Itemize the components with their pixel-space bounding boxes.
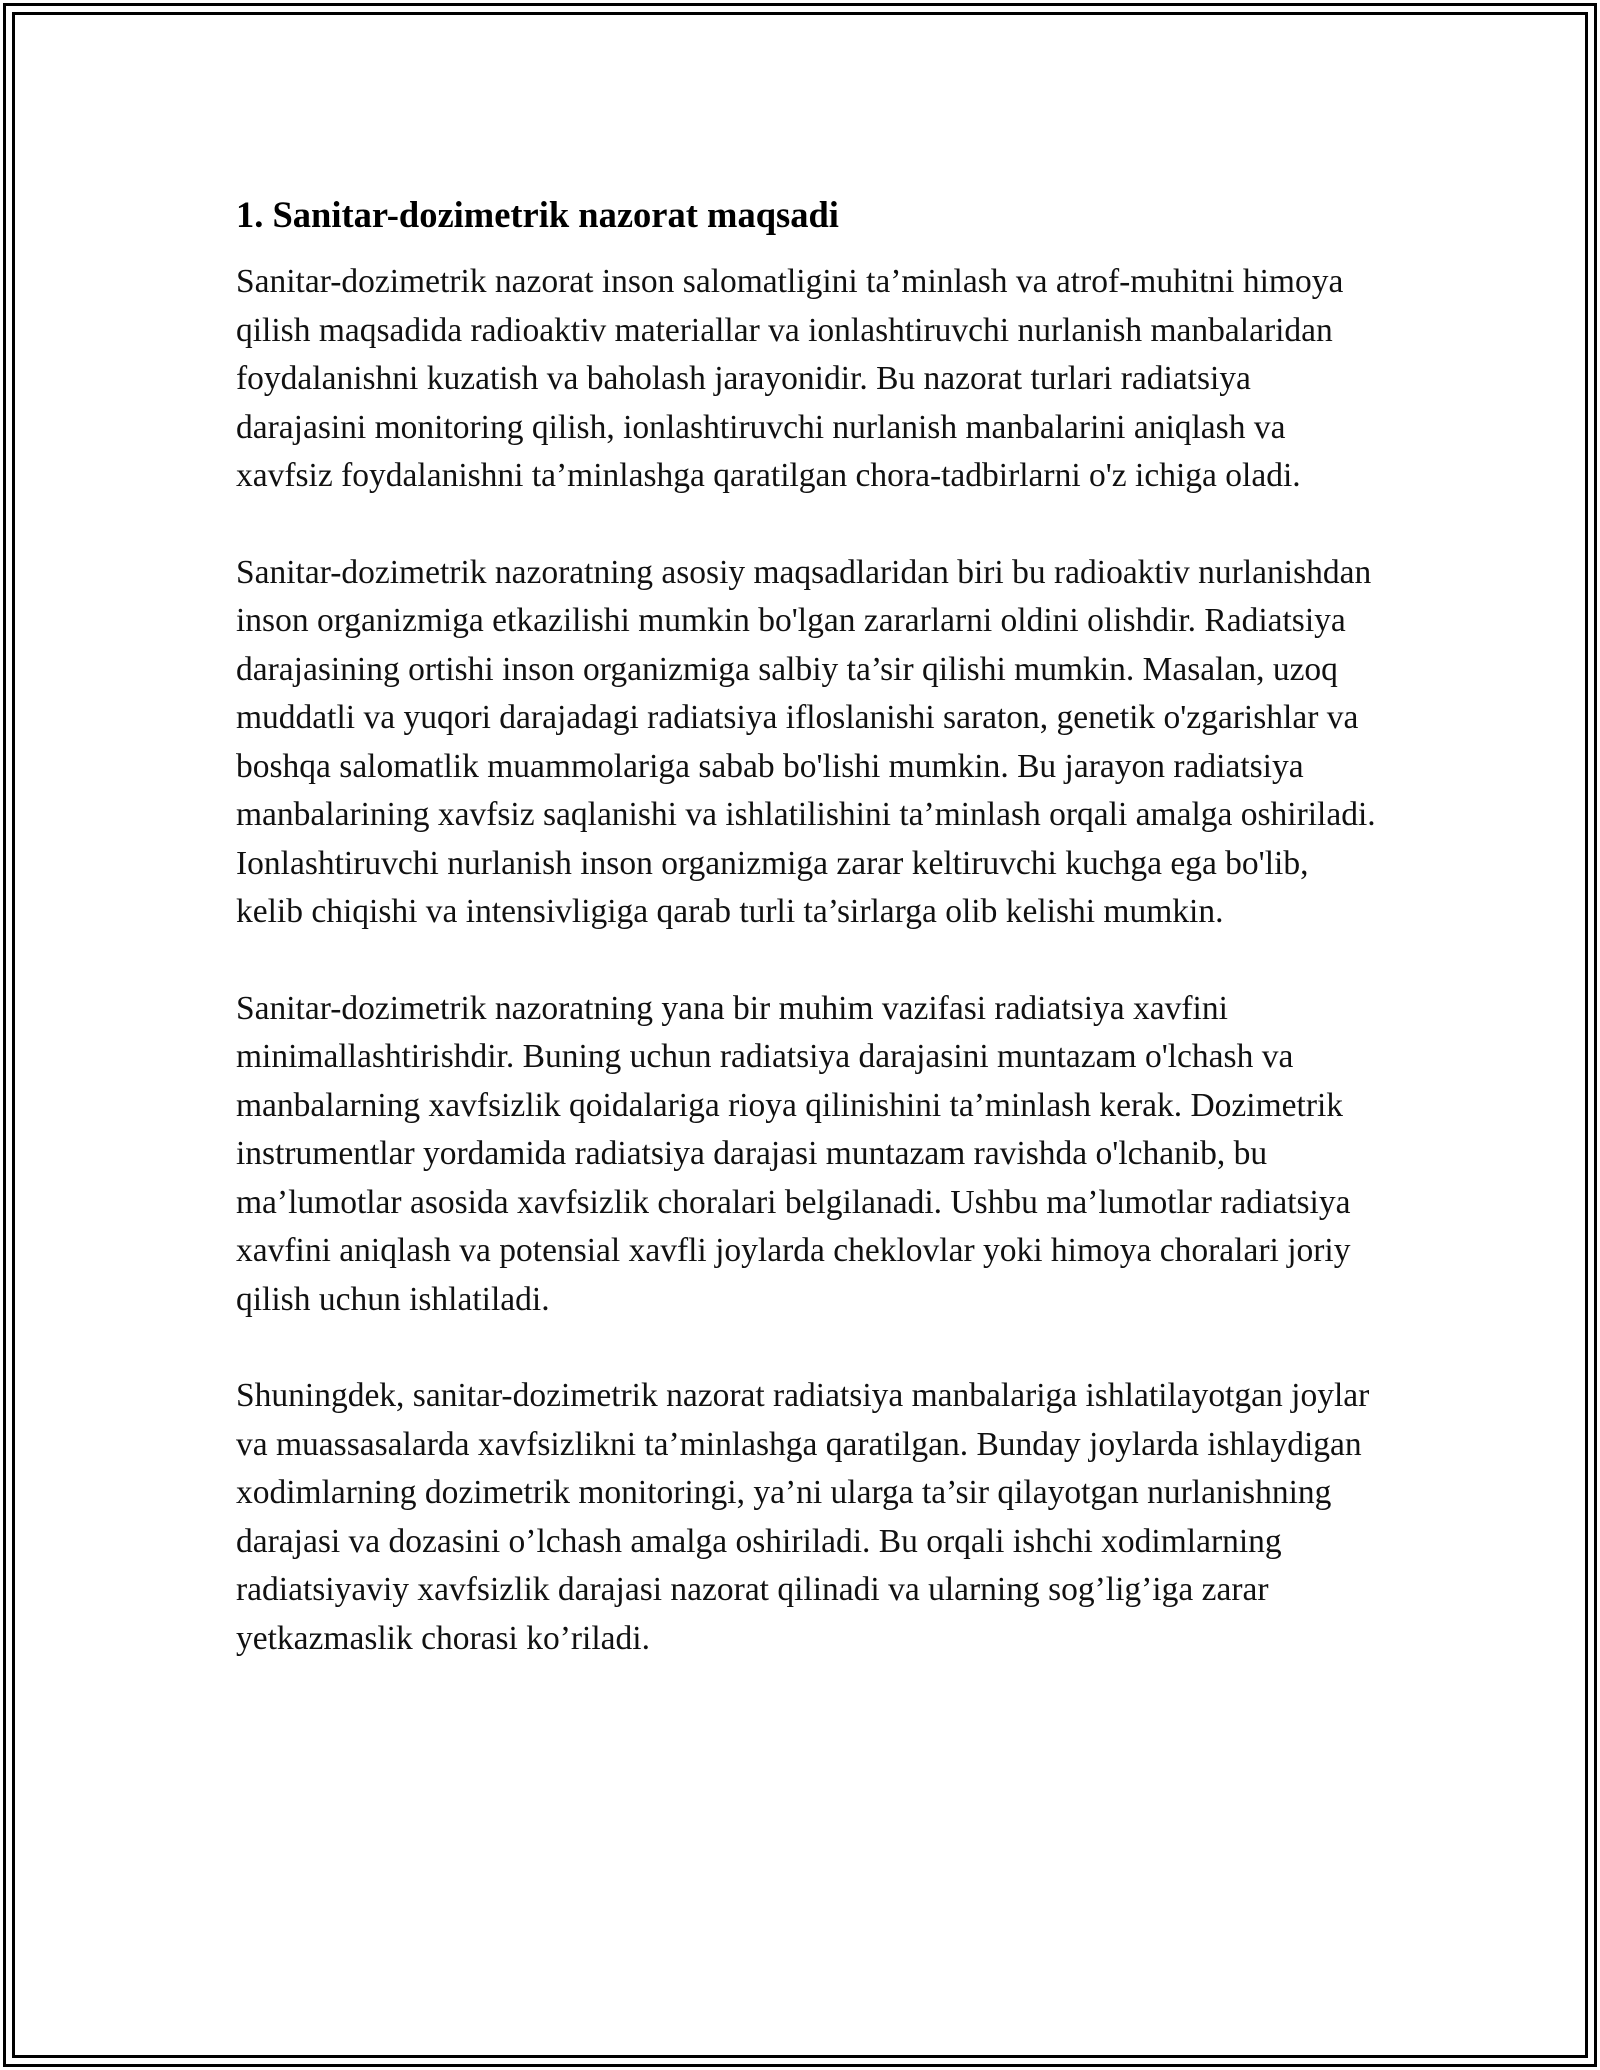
paragraph-purpose-definition: Sanitar-dozimetrik nazorat inson salomatligini ta’minlash va atrof-muhitni himoya qilish maqsadida radioaktiv materiallar va ionlashtiruvchi nurlanish manbalaridan foydalanishni kuzatish va baholash jarayonidir. Bu nazorat turlari radiatsiya darajasini monitoring qilish, ionlashtiruvchi nurlanish manbalarini aniqlash va xavfsiz foydalanishni ta’minlashga qaratilgan chora-tadbirlarni o'z ichiga oladi. — [236, 263, 1344, 494]
paragraph-workplace-monitoring: Shuningdek, sanitar-dozimetrik nazorat radiatsiya manbalariga ishlatilayotgan joylar va muassasalarda xavfsizlikni ta’minlashga qaratilgan. Bunday joylarda ishlaydigan xodimlarning dozimetrik monitoringi, ya’ni ularga ta’sir qilayotgan nurlanishning darajasi va dozasini o’lchash amalga oshiriladi. Bu orqali ishchi xodimlarning radiatsiyaviy xavfsizlik darajasi nazorat qilinadi va ularning sog’lig’iga zarar yetkazmaslik chorasi ko’riladi. — [236, 1377, 1370, 1657]
document-body — [236, 188, 1376, 1663]
paragraph-harm-prevention: Sanitar-dozimetrik nazoratning asosiy maqsadlaridan biri bu radioaktiv nurlanishdan inson organizmiga etkazilishi mumkin bo'lgan zararlarni oldini olishdir. Radiatsiya darajasining ortishi inson organizmiga salbiy ta’sir qilishi mumkin. Masalan, uzoq muddatli va yuqori darajadagi radiatsiya ifloslanishi saraton, genetik o'zgarishlar va boshqa salomatlik muammolariga sabab bo'lishi mumkin. Bu jarayon radiatsiya manbalarining xavfsiz saqlanishi va ishlatilishini ta’minlash orqali amalga oshiriladi. Ionlashtiruvchi nurlanish inson organizmiga zarar keltiruvchi kuchga ega bo'lib, kelib chiqishi va intensivligiga qarab turli ta’sirlarga olib kelishi mumkin. — [236, 553, 1376, 930]
section-heading: 1. Sanitar-dozimetrik nazorat maqsadi — [236, 194, 839, 235]
paragraph-risk-minimization: Sanitar-dozimetrik nazoratning yana bir muhim vazifasi radiatsiya xavfini minimallashtirishdir. Buning uchun radiatsiya darajasini muntazam o'lchash va manbalarning xavfsizlik qoidalariga rioya qilinishini ta’minlash kerak. Dozimetrik instrumentlar yordamida radiatsiya darajasi muntazam ravishda o'lchanib, bu ma’lumotlar asosida xavfsizlik choralari belgilanadi. Ushbu ma’lumotlar radiatsiya xavfini aniqlash va potensial xavfli joylarda cheklovlar yoki himoya choralari joriy qilish uchun ishlatiladi. — [236, 989, 1351, 1318]
